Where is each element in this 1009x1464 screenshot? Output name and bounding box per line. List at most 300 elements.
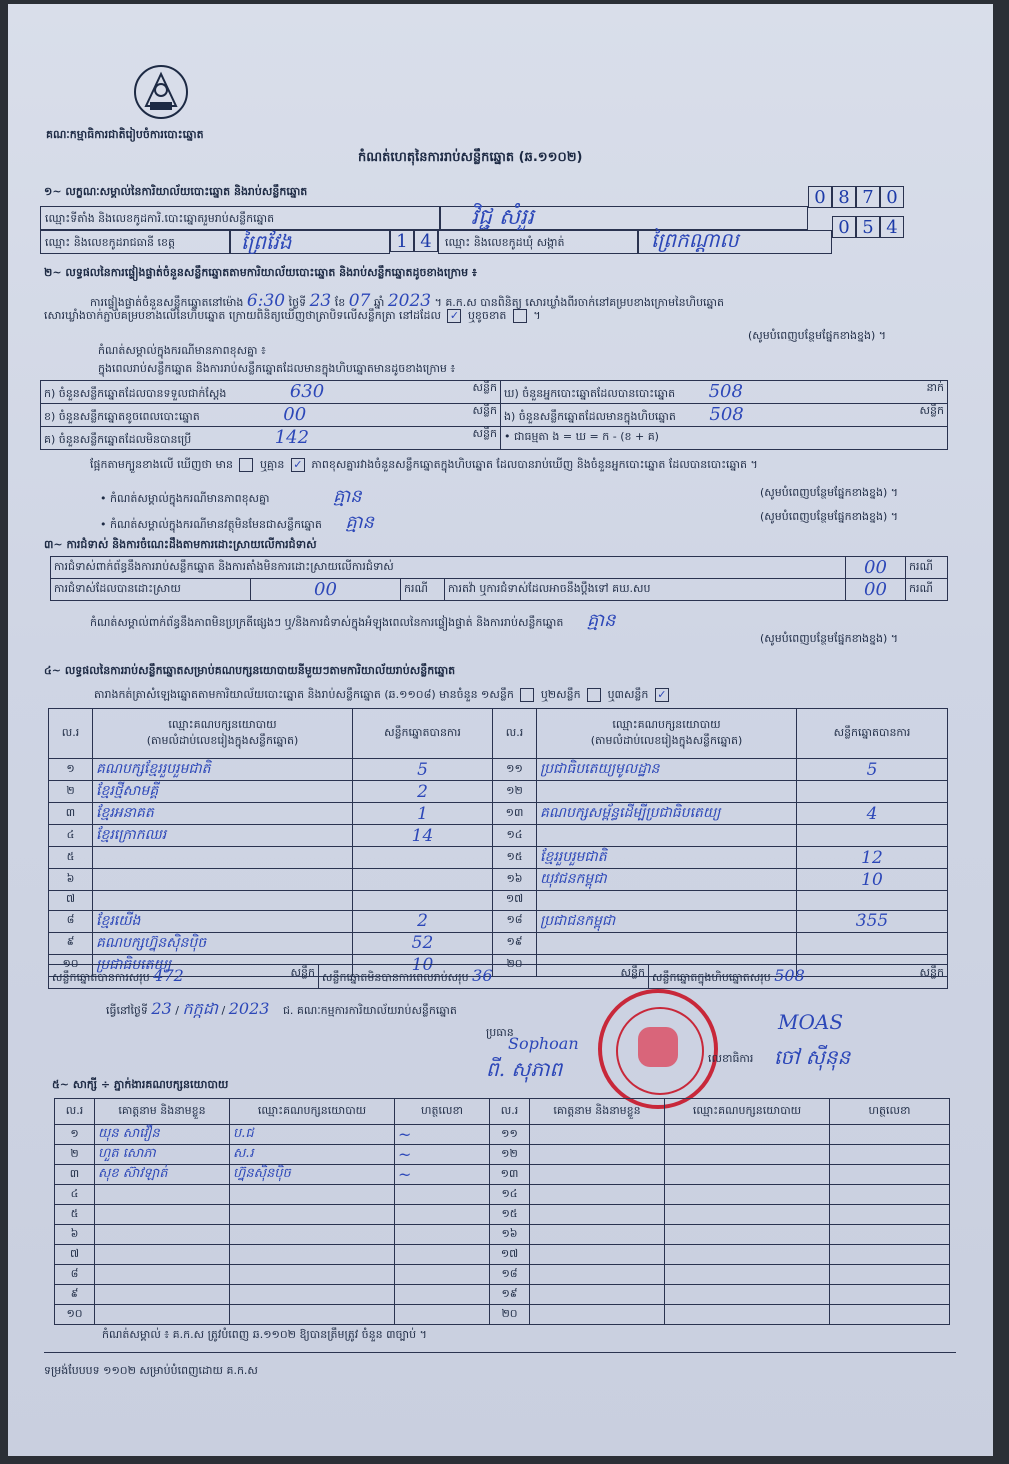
party-no: ១: [49, 759, 93, 781]
party-name: ប្រជាធិបតេយ្យ: [93, 954, 353, 976]
witness-no: ១៥: [490, 1205, 530, 1225]
witness-name: [530, 1145, 665, 1165]
province-value: ព្រៃវែង: [241, 230, 292, 254]
witness-party: [665, 1225, 830, 1245]
count-cell: [41, 381, 501, 404]
results-row: [49, 869, 948, 891]
commune-value-cell: [638, 230, 832, 254]
complaint-cell: [251, 579, 401, 601]
count-cell: [501, 427, 948, 450]
witness-no: ១៧: [490, 1245, 530, 1265]
col-party: ឈ្មោះគណបក្សនយោបាយ: [230, 1099, 395, 1125]
complaint-unit: ករណី: [909, 559, 933, 573]
complaint-row: [51, 557, 948, 579]
witness-signature: [830, 1145, 950, 1165]
col-party-label: ឈ្មោះគណបក្សនយោបាយ: [612, 717, 721, 731]
form-note: ទម្រង់បែបបទ ១១០២ សម្រាប់បំពេញដោយ គ.ក.ស: [44, 1364, 258, 1377]
fill-note-4: (សូមបំពេញបន្ថែមផ្នែកខាងខ្នង) ។: [760, 632, 899, 645]
count-table: [40, 380, 948, 450]
seal-line: [44, 309, 541, 325]
commune-label-cell: [438, 230, 638, 254]
witness-header-row: [55, 1099, 950, 1125]
total-box-value: 508: [774, 966, 805, 985]
party-name: ប្រជាជនកម្ពុជា: [537, 910, 797, 932]
col-votes: សន្លឹកឆ្នោតបានការ: [797, 709, 948, 759]
witness-name: [95, 1205, 230, 1225]
committee-label: ជ. គណៈកម្មការការិយាល័យរាប់សន្លឹកឆ្នោត: [282, 1004, 457, 1017]
witness-row: [55, 1125, 950, 1145]
has-diff-checkbox[interactable]: [239, 458, 253, 472]
damaged-label: ឬខូចខាត: [467, 309, 507, 322]
party-no: ៩: [49, 932, 93, 954]
witness-signature: ~: [395, 1125, 490, 1145]
witness-name: [530, 1245, 665, 1265]
witness-name: [530, 1285, 665, 1305]
section1-heading: ១~ លក្ខណៈសម្គាល់នៃការិយាល័យបោះឆ្នោត និងរាប់សន្លឹកឆ្នោត: [44, 185, 308, 198]
party-votes: [797, 781, 948, 803]
party-votes: 14: [353, 825, 493, 847]
office-code: [808, 186, 928, 208]
witness-name: [530, 1205, 665, 1225]
party-votes: 5: [353, 759, 493, 781]
witness-signature: [830, 1165, 950, 1185]
secretary-label: លេខាធិការ: [708, 1052, 754, 1065]
witness-signature: [830, 1305, 950, 1325]
form-title: កំណត់ហេតុនៃការរាប់សន្លឹកឆ្នោត (ឆ.១១០២): [358, 150, 583, 165]
witness-no: ១៤: [490, 1185, 530, 1205]
col-party-label: ឈ្មោះគណបក្សនយោបាយ: [168, 717, 277, 731]
complaint-cell: [846, 557, 906, 579]
party-no: ១៧: [493, 891, 537, 911]
seal-text: សោរឃ្លាំងចាក់ភ្ជាប់គម្របខាងលើនៃហិបឆ្នោត ក្រោយពិនិត្យឃើញថាត្រាបិទលើសន្លឹកត្រា នៅដដែល: [44, 309, 441, 322]
count-cell: [41, 427, 501, 450]
complaint-cell: [51, 557, 846, 579]
resolved-label: ការជំទាស់ដែលបានដោះស្រាយ: [54, 581, 181, 595]
total-box-label: សន្លឹកឆ្នោតក្នុងហិបឆ្នោតសរុប: [652, 971, 771, 984]
results-row: [49, 825, 948, 847]
witness-name: [95, 1185, 230, 1205]
witness-name: [530, 1125, 665, 1145]
section5-heading: ៥~ សាក្សី ÷ ភ្នាក់ងារគណបក្សនយោបាយ: [52, 1078, 229, 1091]
two-sheet-label: ឬ២សន្លឹក: [540, 688, 581, 701]
form-page: [8, 4, 993, 1456]
col-sig: ហត្ថលេខា: [395, 1099, 490, 1125]
party-no: ៣: [49, 803, 93, 825]
party-name: [537, 932, 797, 954]
witness-signature: [395, 1225, 490, 1245]
witness-party: [665, 1245, 830, 1265]
office-code-digit: 0: [808, 186, 832, 208]
party-votes: 4: [797, 803, 948, 825]
verify-day: 23: [309, 291, 332, 311]
witness-signature: [830, 1125, 950, 1145]
witness-no: ១៣: [490, 1165, 530, 1185]
office-code-digit: 7: [856, 186, 880, 208]
party-no: ១៤: [493, 825, 537, 847]
year-label: ឆ្នាំ: [373, 296, 385, 309]
witness-signature: [830, 1225, 950, 1245]
party-name: [93, 869, 353, 891]
total-invalid-label: សន្លឹកឆ្នោតមិនបានការពេលរាប់សរុប: [322, 971, 469, 984]
witness-row: [55, 1245, 950, 1265]
witness-party: [230, 1205, 395, 1225]
party-votes: 10: [353, 954, 493, 976]
total-box-cell: [649, 965, 948, 989]
complaint-unit: ករណី: [909, 581, 933, 595]
party-name: ខ្មែរក្រោកឈរ: [93, 825, 353, 847]
witness-no: ១២: [490, 1145, 530, 1165]
col-no: ល.រ: [55, 1099, 95, 1125]
irregularity-value: គ្មាន: [586, 610, 616, 631]
office-label-cell: [40, 206, 440, 230]
bullet1: [100, 484, 362, 511]
office-value: វិជ្ជ សំរួរ: [471, 205, 534, 230]
party-votes: 1: [353, 803, 493, 825]
results-row: [49, 891, 948, 911]
witness-signature: [830, 1185, 950, 1205]
party-name: [93, 847, 353, 869]
compare-suffix: ភាពខុសគ្នារវាងចំនួនសន្លឹកឆ្នោតក្នុងហិបឆ្នោត ដែលបានរាប់ឃើញ និងចំនួនអ្នកបោះឆ្នោត ដែលបានបោះឆ្នោត ។: [311, 458, 758, 471]
date-day: 23: [151, 999, 172, 1018]
count-unit: នាក់: [926, 381, 944, 394]
witness-row: [55, 1225, 950, 1245]
party-votes: [797, 891, 948, 911]
witness-no: ២: [55, 1145, 95, 1165]
party-votes: 2: [353, 910, 493, 932]
section3-heading: ៣~ ការជំទាស់ និងការចំណេះដឹងតាមការដោះស្រាយលើការជំទាស់: [44, 538, 317, 551]
witness-no: ៦: [55, 1225, 95, 1245]
party-no: ១៦: [493, 869, 537, 891]
witness-name: [530, 1305, 665, 1325]
count-label: ឃ) ចំនួនអ្នកបោះឆ្នោតដែលបានបោះឆ្នោត: [504, 387, 676, 400]
office-code-digit: 8: [832, 186, 856, 208]
party-name: គណបក្សហ្វ៊ុនស៊ិនប៉ិច: [93, 932, 353, 954]
difference-note-label: កំណត់សម្គាល់ក្នុងករណីមានភាពខុសគ្នា ៖: [98, 344, 266, 357]
party-votes: 5: [797, 759, 948, 781]
results-row: [49, 847, 948, 869]
party-votes: [797, 825, 948, 847]
col-name: គោត្តនាម និងនាមខ្លួន: [95, 1099, 230, 1125]
witness-party: [665, 1125, 830, 1145]
witness-name: [95, 1245, 230, 1265]
intact-checkbox[interactable]: ✓: [447, 309, 461, 323]
party-no: ៥: [49, 847, 93, 869]
witness-name: សុខ ស៊ាវឡាត់: [95, 1165, 230, 1185]
party-name: យុវជនកម្ពុជា: [537, 869, 797, 891]
commune-value: ព្រៃកណ្ដាល: [651, 228, 739, 252]
party-name: [537, 781, 797, 803]
witness-name: [530, 1225, 665, 1245]
verify-time: 6:30: [246, 291, 286, 311]
witness-row: [55, 1305, 950, 1325]
party-no: ១៩: [493, 932, 537, 954]
witness-party: [230, 1225, 395, 1245]
province-code-digit: 1: [390, 230, 414, 252]
total-valid-cell: [49, 965, 319, 989]
party-no: ១៣: [493, 803, 537, 825]
witness-name: [95, 1285, 230, 1305]
witness-signature: ~: [395, 1165, 490, 1185]
party-name: [93, 891, 353, 911]
chair-name: ពី. សុភាព: [486, 1057, 563, 1081]
commune-label: ឈ្មោះ និងលេខកូដឃុំ សង្កាត់: [445, 236, 565, 249]
witness-body: [55, 1125, 950, 1325]
complaint-cell: [906, 579, 948, 601]
party-votes: [353, 869, 493, 891]
date-label: ធ្វើនៅថ្ងៃទី: [106, 1004, 148, 1017]
verify-year: 2023: [387, 291, 432, 311]
unused-value: 142: [274, 427, 310, 448]
party-votes: 12: [797, 847, 948, 869]
witness-party: [230, 1245, 395, 1265]
total-invalid-value: 36: [472, 966, 493, 985]
witness-no: ១៦: [490, 1225, 530, 1245]
total-unit: សន្លឹក: [919, 966, 944, 979]
party-no: ២០: [493, 954, 537, 976]
count-unit: សន្លឹក: [919, 404, 944, 417]
witness-row: [55, 1205, 950, 1225]
witness-signature: [395, 1205, 490, 1225]
province-label-cell: [40, 230, 230, 254]
damaged-checkbox[interactable]: [513, 309, 527, 323]
count-row: [41, 427, 948, 450]
party-name: ខ្មែររួបរួមជាតិ: [537, 847, 797, 869]
party-no: ១៥: [493, 847, 537, 869]
witness-no: ៤: [55, 1185, 95, 1205]
witness-row: [55, 1145, 950, 1165]
witness-party: [230, 1185, 395, 1205]
total-invalid-cell: [319, 965, 649, 989]
chair-signature: Sophoan: [508, 1034, 579, 1053]
witness-name: [95, 1225, 230, 1245]
col-no: ល.រ: [49, 709, 93, 759]
totals-row: [49, 965, 948, 989]
count-label: ខ) ចំនួនសន្លឹកឆ្នោតខូចពេលបោះឆ្នោត: [44, 410, 200, 423]
fill-note-3: (សូមបំពេញបន្ថែមផ្នែកខាងខ្នង) ។: [760, 510, 899, 523]
verify-suffix: ។ គ.ក.ស បានពិនិត្យ សោរឃ្លាំងពីរចាក់នៅគម្របខាងក្រោមនៃហិបឆ្នោត: [434, 296, 724, 309]
party-votes: 355: [797, 910, 948, 932]
count-row: [41, 404, 948, 427]
one-sheet-checkbox[interactable]: [520, 688, 534, 702]
results-header-row: [49, 709, 948, 759]
count-cell: [501, 381, 948, 404]
witness-no: ១០: [55, 1305, 95, 1325]
commune-code-digit: 5: [856, 216, 880, 238]
compare-line: [90, 458, 758, 474]
complaint-table: [50, 556, 948, 601]
col-votes: សន្លឹកឆ្នោតបានការ: [353, 709, 493, 759]
compare-or: ឬគ្មាន: [259, 458, 285, 471]
party-name: ខ្មែរយើង: [93, 910, 353, 932]
day-label: ថ្ងៃទី: [288, 296, 307, 309]
commune-code-digit: 0: [832, 216, 856, 238]
compare-prefix: ផ្អែកតាមក្បួនខាងលើ ឃើញថា មាន: [90, 458, 233, 471]
witness-name: យុន សាវឿន: [95, 1125, 230, 1145]
party-votes: [797, 932, 948, 954]
party-name: ប្រជាធិបតេយ្យមូលដ្ឋាន: [537, 759, 797, 781]
witness-party: [230, 1305, 395, 1325]
date-year: 2023: [228, 999, 270, 1018]
witness-name: [530, 1185, 665, 1205]
bullet1-value: គ្មាន: [333, 486, 362, 507]
footer-divider: [44, 1352, 956, 1353]
total-valid-label: សន្លឹកឆ្នោតបានការសរុប: [52, 971, 150, 984]
results-row: [49, 932, 948, 954]
witness-no: ២០: [490, 1305, 530, 1325]
witness-signature: [395, 1265, 490, 1285]
party-no: ៤: [49, 825, 93, 847]
col-party: [537, 709, 797, 759]
witness-party: [665, 1185, 830, 1205]
results-row: [49, 759, 948, 781]
witness-party: ស.រ: [230, 1145, 395, 1165]
witness-name: [530, 1265, 665, 1285]
complaint-label: ការជំទាស់ពាក់ព័ន្ធនឹងការរាប់សន្លឹកឆ្នោត និងការតាំងមិនការដោះស្រាយលើការជំទាស់: [54, 559, 394, 573]
month-label: ខែ: [334, 296, 346, 309]
count-unit: សន្លឹក: [472, 404, 497, 417]
col-party-sub: (តាមលំដាប់លេខរៀងក្នុងសន្លឹកឆ្នោត): [590, 733, 743, 747]
party-name: [537, 891, 797, 911]
voters-value: 508: [708, 381, 743, 402]
suffix-mark: ។: [533, 309, 541, 322]
date-month: កក្កដា: [182, 999, 219, 1018]
party-no: ២: [49, 781, 93, 803]
totals-table: [48, 964, 948, 989]
total-unit: សន្លឹក: [290, 966, 315, 979]
party-no: ១១: [493, 759, 537, 781]
count-cell: [41, 404, 501, 427]
count-label: គ) ចំនួនសន្លឹកឆ្នោតដែលមិនបានប្រើ: [44, 433, 192, 446]
witness-party: [230, 1285, 395, 1305]
witness-signature: [395, 1185, 490, 1205]
complaint-row: [51, 579, 948, 601]
secretary-signature: MOAS: [778, 1010, 844, 1034]
witness-name: [95, 1265, 230, 1285]
witness-party: [230, 1265, 395, 1285]
party-no: ១០: [49, 954, 93, 976]
party-name: ខ្មែរថ្មីសាមគ្គី: [93, 781, 353, 803]
count-intro: ក្នុងពេលរាប់សន្លឹកឆ្នោត និងការរាប់សន្លឹកឆ្នោតដែលមានក្នុងហិបឆ្នោតមានដូចខាងក្រោម ៖: [98, 362, 456, 375]
verify-month: 07: [348, 291, 371, 311]
witness-signature: [830, 1245, 950, 1265]
tally-sheet-line: [94, 688, 672, 704]
no-diff-checkbox[interactable]: ✓: [291, 458, 305, 472]
results-table: [48, 708, 948, 977]
count-row: [41, 381, 948, 404]
witness-no: ៥: [55, 1205, 95, 1225]
province-code-digit: 4: [414, 230, 438, 252]
irregularity-label: កំណត់សម្គាល់ពាក់ព័ន្ធនឹងភាពមិនប្រក្រតីផ្សេងៗ ឬ/និងការជំទាស់ក្នុងអំឡុងពេលនៃការផ្ទៀងផ្ទាត់ និងការរាប់សន្លឹកឆ្នោត: [90, 616, 564, 629]
witness-signature: ~: [395, 1145, 490, 1165]
office-value-cell: [440, 206, 808, 230]
office-label: ឈ្មោះទីតាំង និងលេខកូដការិ.បោះឆ្នោតរួមរាប់សន្លឹកឆ្នោត: [45, 212, 275, 225]
witness-signature: [830, 1205, 950, 1225]
office-code-digit: 0: [880, 186, 904, 208]
witness-no: ៩: [55, 1285, 95, 1305]
section4-heading: ៤~ លទ្ធផលនៃការរាប់សន្លឹកឆ្នោតសម្រាប់គណបក្សនយោបាយនីមួយៗតាមការិយាល័យរាប់សន្លឹកឆ្នោត: [44, 664, 456, 677]
received-value: 630: [289, 381, 325, 402]
results-body: [49, 759, 948, 977]
party-name: ខ្មែរអនាគត: [93, 803, 353, 825]
witness-no: ៣: [55, 1165, 95, 1185]
witness-signature: [395, 1245, 490, 1265]
count-unit: សន្លឹក: [472, 427, 497, 440]
col-name: គោត្តនាម និងនាមខ្លួន: [530, 1099, 665, 1125]
fill-note: (សូមបំពេញបន្ថែមផ្នែកខាងខ្នង) ។: [748, 329, 887, 342]
results-row: [49, 781, 948, 803]
witness-no: ៧: [55, 1245, 95, 1265]
witness-party: [665, 1265, 830, 1285]
appeal-label: ការតវ៉ា ឬការជំទាស់ដែលអាចនឹងប្ដឹងទៅ គឃ.សប: [448, 581, 651, 595]
count-label: ក) ចំនួនសន្លឹកឆ្នោតដែលបានទទួលជាក់ស្ដែង: [44, 387, 227, 400]
total-valid-value: 472: [153, 966, 184, 985]
party-votes: 10: [797, 869, 948, 891]
witness-name: ហួត សោភា: [95, 1145, 230, 1165]
official-seal-icon: [598, 989, 718, 1109]
witness-row: [55, 1185, 950, 1205]
results-row: [49, 910, 948, 932]
appeal-value: 00: [864, 579, 887, 600]
witness-party: ហ្វ៊ុនស៊ិនប៉ិច: [230, 1165, 395, 1185]
spoiled-value: 00: [283, 404, 307, 425]
formula-label: • ជាធម្មតា ង = ឃ = ក - (ខ + គ): [504, 430, 659, 443]
three-sheet-checkbox[interactable]: ✓: [655, 688, 669, 702]
witness-signature: [395, 1305, 490, 1325]
nec-emblem-icon: [126, 62, 196, 122]
col-party: [93, 709, 353, 759]
complaint-unit: ករណី: [404, 581, 428, 595]
tally-sheet-label: តារាងកត់ត្រាសំឡេងឆ្នោតតាមការិយាល័យបោះឆ្នោត និងរាប់សន្លឹកឆ្នោត (ឆ.១១០៨) មានចំនួន ១សន្លឹក: [94, 688, 514, 701]
ballots-in-box-value: 508: [709, 404, 744, 425]
three-sheet-label: ឬ៣សន្លឹក: [607, 688, 649, 701]
party-no: ៧: [49, 891, 93, 911]
party-no: ៨: [49, 910, 93, 932]
witness-party: [665, 1145, 830, 1165]
party-no: ១២: [493, 781, 537, 803]
section2-heading: ២~ លទ្ធផលនៃការផ្ទៀងផ្ទាត់ចំនួនសន្លឹកឆ្នោតតាមការិយាល័យបោះឆ្នោត និងរាប់សន្លឹកឆ្នោតដូចខាងក្រោម ៖: [44, 266, 477, 279]
party-votes: [353, 891, 493, 911]
witness-signature: [395, 1285, 490, 1305]
chair-label: ប្រធាន: [486, 1026, 514, 1039]
col-sig: ហត្ថលេខា: [830, 1099, 950, 1125]
witness-party: [665, 1285, 830, 1305]
two-sheet-checkbox[interactable]: [587, 688, 601, 702]
col-party-sub: (តាមលំដាប់លេខរៀងក្នុងសន្លឹកឆ្នោត): [146, 733, 299, 747]
count-label: ង) ចំនួនសន្លឹកឆ្នោតដែលមានក្នុងហិបឆ្នោត: [504, 410, 676, 423]
total-unit: សន្លឹក: [620, 966, 645, 979]
col-party: ឈ្មោះគណបក្សនយោបាយ: [665, 1099, 830, 1125]
witness-row: [55, 1265, 950, 1285]
party-name: [537, 825, 797, 847]
irregularity-note: [90, 608, 615, 635]
complaint-cell: [846, 579, 906, 601]
results-row: [49, 803, 948, 825]
witness-table: [54, 1098, 950, 1325]
witness-signature: [830, 1285, 950, 1305]
province-value-cell: [230, 230, 390, 254]
party-votes: [353, 847, 493, 869]
witness-name: [530, 1165, 665, 1185]
resolved-value: 00: [314, 579, 337, 600]
witness-signature: [830, 1265, 950, 1285]
count-unit: សន្លឹក: [472, 381, 497, 394]
witness-party: [665, 1305, 830, 1325]
witness-name: [95, 1305, 230, 1325]
fill-note-2: (សូមបំពេញបន្ថែមផ្នែកខាងខ្នង) ។: [760, 486, 899, 499]
party-votes: 52: [353, 932, 493, 954]
secretary-name: ចៅ ស៊ីនុន: [774, 1045, 851, 1069]
date-line: ធ្វើនៅថ្ងៃទី 23 / កក្កដា / 2023 ជ. គណៈកម្មការការិយាល័យរាប់សន្លឹកឆ្នោត: [106, 999, 457, 1018]
